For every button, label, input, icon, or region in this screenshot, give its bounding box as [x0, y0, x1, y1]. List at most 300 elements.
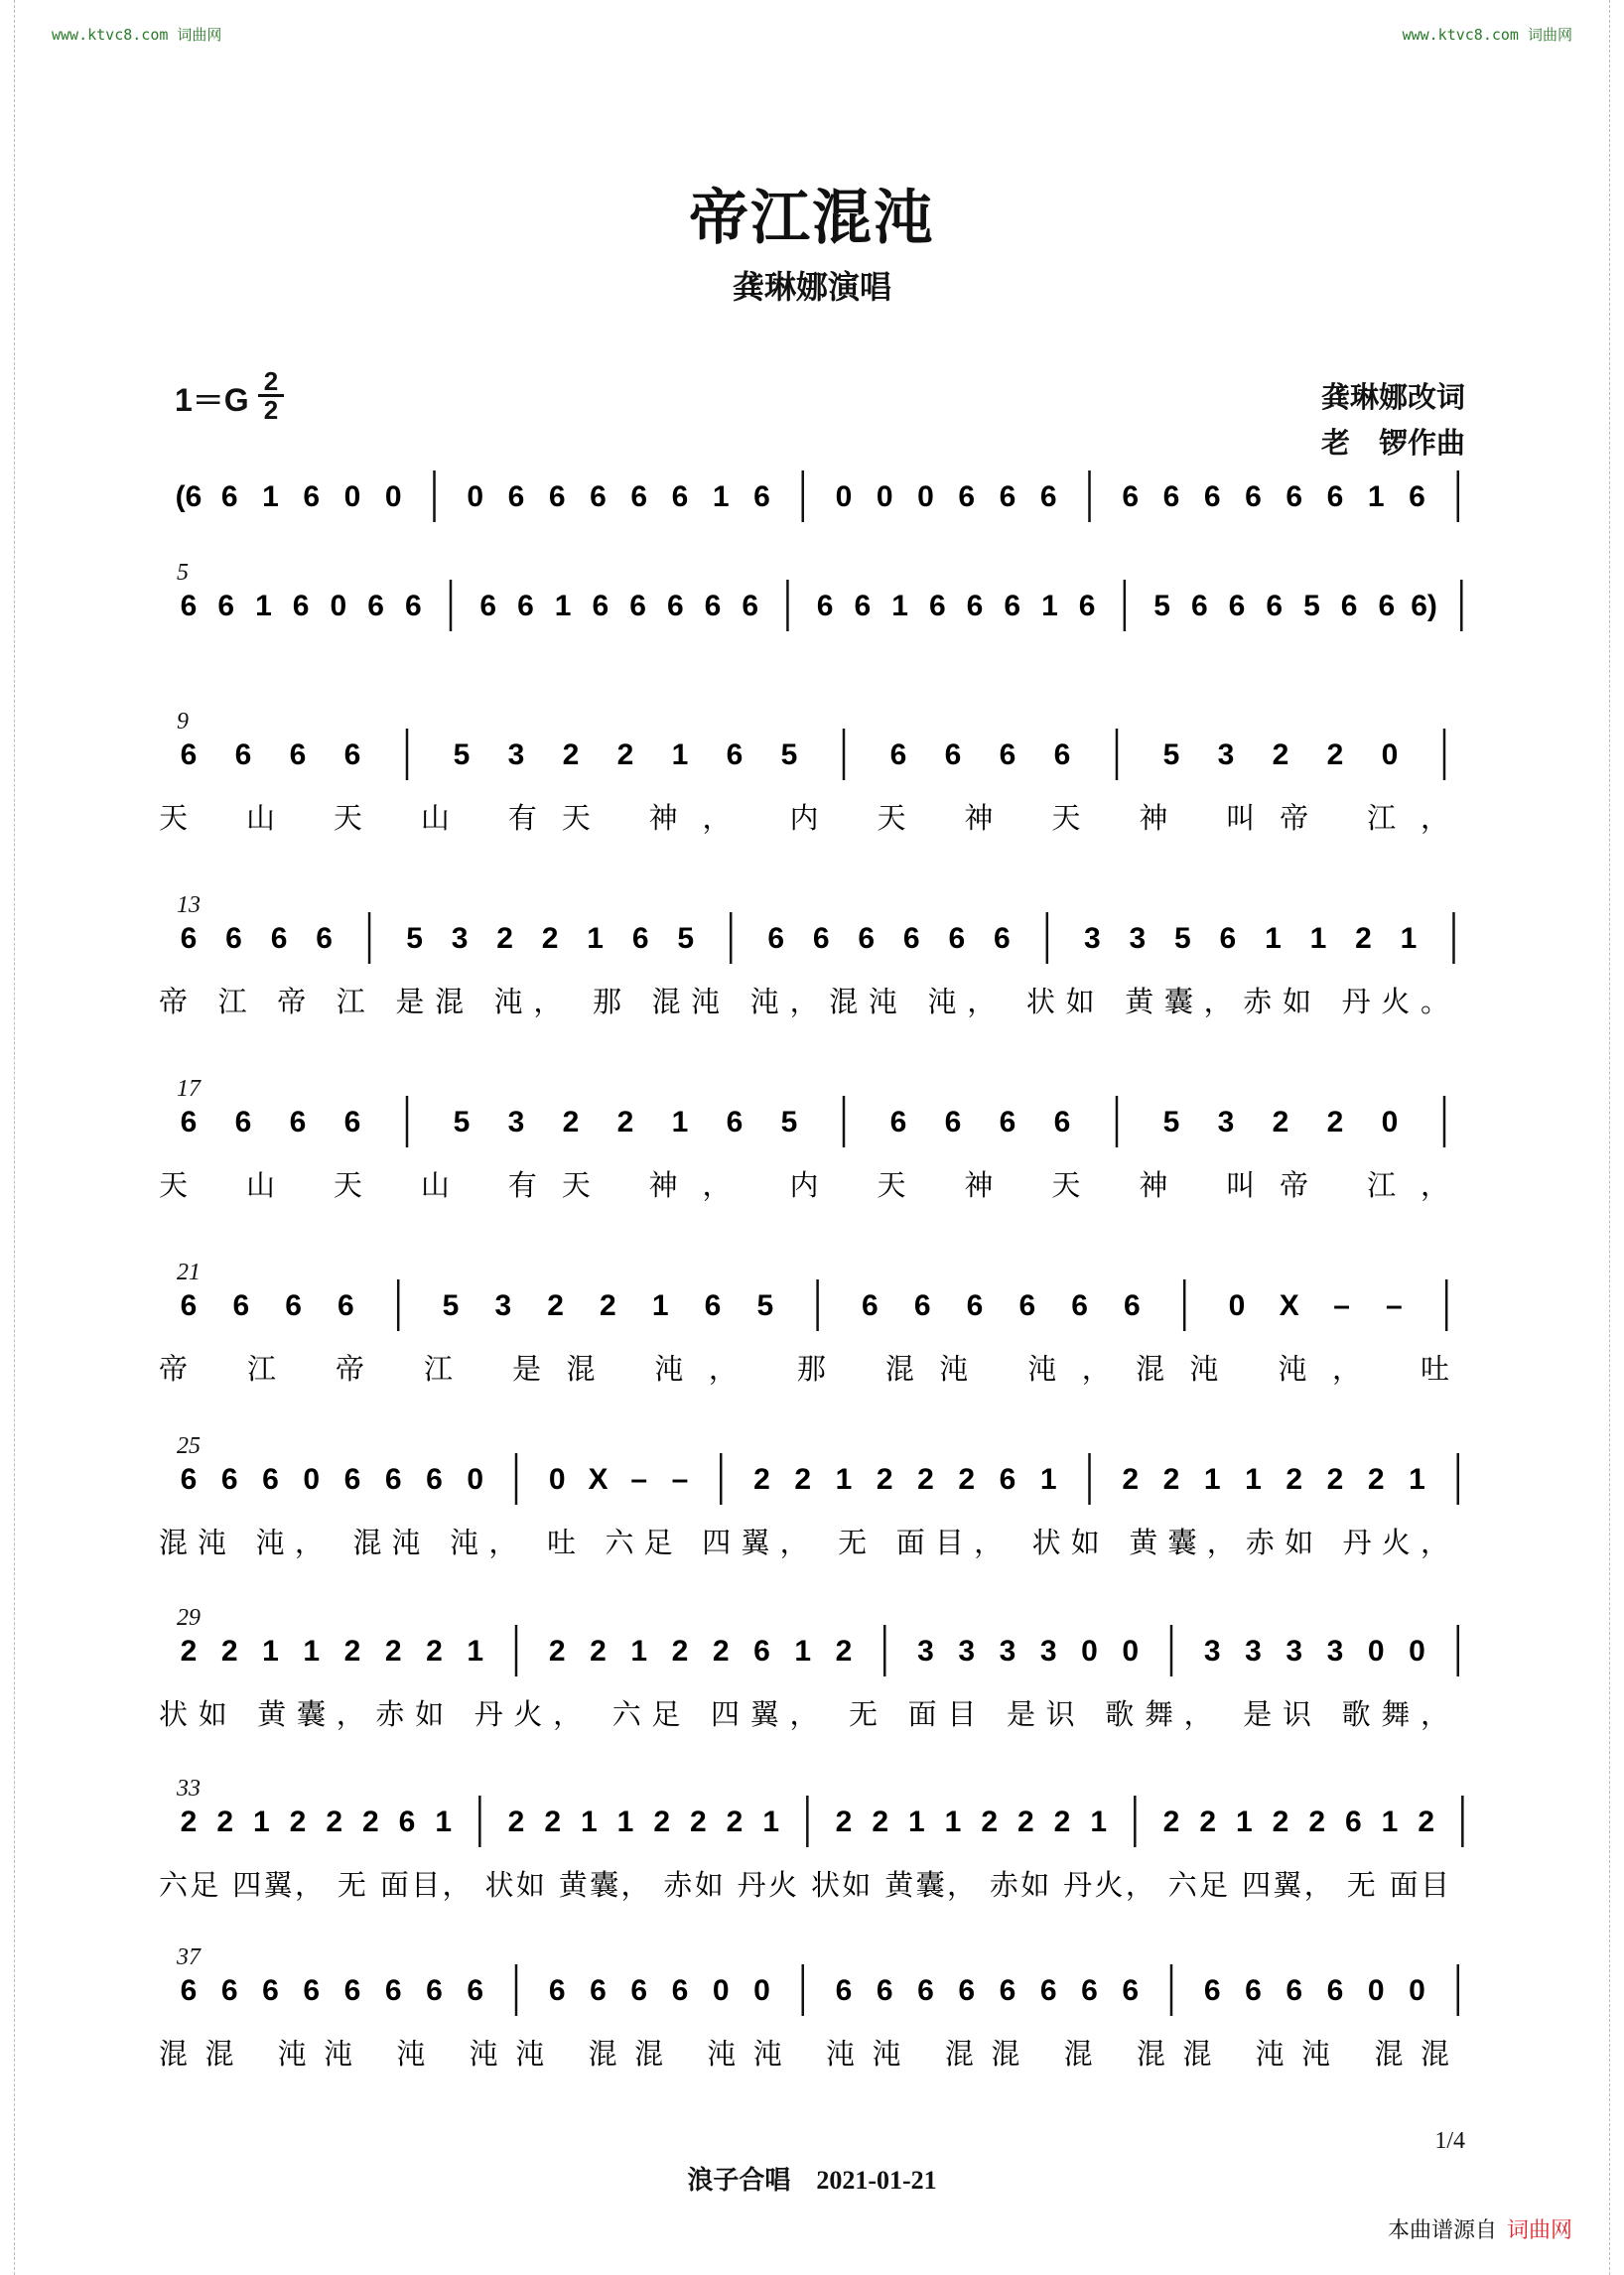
note: 6: [343, 1106, 361, 1138]
note: 1: [262, 480, 279, 513]
note: 1: [1235, 1806, 1253, 1838]
source-site-link[interactable]: 词曲网: [1506, 2218, 1572, 2243]
note: 6: [1409, 480, 1425, 513]
score-subtitle: 龚琳娜演唱: [732, 268, 891, 306]
note: 1: [1381, 1806, 1399, 1838]
note: 1: [671, 1106, 689, 1138]
note: 2: [1367, 1463, 1385, 1496]
note: 6: [1078, 590, 1096, 622]
note: 2: [835, 1635, 853, 1668]
note: 1: [1245, 1463, 1262, 1496]
note: 6: [862, 1289, 879, 1322]
note: 6: [303, 1974, 321, 2007]
lyrics-line: 六足 四翼， 无 面目， 状如 黄囊， 赤如 丹火 状如 黄囊， 赤如 丹火， 六足 四翼， 无 面目: [159, 1868, 1449, 1902]
note: 1: [587, 922, 604, 955]
note: 6: [999, 1106, 1016, 1138]
note: 6: [966, 1289, 984, 1322]
note: 6: [1286, 1974, 1303, 2007]
note: 0: [1409, 1635, 1425, 1668]
note: 6: [1081, 1974, 1098, 2007]
key-signature: 1＝G: [175, 382, 249, 418]
note: 6: [1018, 1289, 1036, 1322]
note: 2: [1355, 922, 1372, 955]
note: 6: [384, 1463, 402, 1496]
note: 2: [753, 1463, 770, 1496]
note: 6: [1326, 480, 1344, 513]
note: 3: [1039, 1635, 1057, 1668]
lyrics-line: 天 山 天 山 有天 神， 内 天 神 天 神 叫帝 江，: [159, 801, 1449, 835]
note: 1: [762, 1806, 780, 1838]
note: 3: [999, 1635, 1016, 1668]
note: –: [630, 1463, 648, 1496]
note: 2: [1199, 1806, 1217, 1838]
note: 6: [928, 590, 946, 622]
measure-number: 37: [177, 1944, 201, 1970]
note: 0: [467, 1463, 484, 1496]
composer-credit: 老 锣作曲: [1320, 426, 1465, 460]
note: 2: [384, 1635, 402, 1668]
note: 1: [1367, 480, 1385, 513]
note: 6: [592, 590, 609, 622]
note: 2: [616, 738, 634, 771]
note: 6: [270, 922, 288, 955]
note: 1: [554, 590, 572, 622]
note: 3: [507, 1106, 525, 1138]
note: 6: [220, 1463, 238, 1496]
note: 2: [689, 1806, 707, 1838]
measure-number: 17: [177, 1076, 201, 1102]
note: 1: [262, 1635, 279, 1668]
note: 0: [548, 1463, 566, 1496]
notation-system: [149, 1960, 1479, 2089]
note: 2: [917, 1463, 934, 1496]
note: 2: [541, 922, 559, 955]
note: 3: [1129, 922, 1147, 955]
note: 0: [1409, 1974, 1425, 2007]
note: 6: [220, 1974, 238, 2007]
measure-number: 5: [177, 560, 189, 586]
right-margin-watermark: [1609, 0, 1624, 2275]
note: 2: [548, 1635, 566, 1668]
note: 0: [835, 480, 853, 513]
note: 0: [1367, 1635, 1385, 1668]
lyrics-line: 混沌 沌， 混沌 沌， 吐 六足 四翼， 无 面目， 状如 黄囊，赤如 丹火，: [159, 1526, 1449, 1559]
note: 5: [453, 1106, 471, 1138]
note: 6: [629, 590, 646, 622]
note: 2: [876, 1463, 893, 1496]
note: 1: [630, 1635, 648, 1668]
note: 2: [1272, 738, 1289, 771]
notation-system: [149, 725, 1479, 854]
measure-number: 25: [177, 1433, 201, 1459]
note: 2: [180, 1635, 198, 1668]
note: 6: [285, 1289, 302, 1322]
note: 1: [580, 1806, 598, 1838]
note: 5: [442, 1289, 460, 1322]
notation-system: [149, 576, 1479, 705]
note: 6: [1340, 590, 1358, 622]
notation-system: [149, 1792, 1479, 1921]
note: 2: [1272, 1806, 1289, 1838]
note: 1: [835, 1463, 853, 1496]
note: 6: [548, 1974, 566, 2007]
note: 1: [907, 1806, 925, 1838]
note: 0: [1081, 1635, 1098, 1668]
note: 1: [1041, 590, 1058, 622]
note: 2: [671, 1635, 689, 1668]
note: 5: [1174, 922, 1191, 955]
note: 5: [1303, 590, 1320, 622]
note: 6: [1344, 1806, 1362, 1838]
notation-system: [149, 1092, 1479, 1221]
note: 2: [1162, 1463, 1180, 1496]
note: 6: [1219, 922, 1237, 955]
measure-number: 33: [177, 1776, 201, 1802]
note: 6: [966, 590, 984, 622]
note: 2: [426, 1635, 443, 1668]
note: 2: [1272, 1106, 1289, 1138]
note: 2: [616, 1106, 634, 1138]
note: 3: [451, 922, 469, 955]
note: 6: [816, 590, 834, 622]
note: 6: [958, 1974, 976, 2007]
note: 6: [590, 480, 607, 513]
note: 6: [234, 738, 252, 771]
notation-system: [149, 1275, 1479, 1405]
note: 1: [712, 480, 730, 513]
note: 6: [1039, 480, 1057, 513]
measure-number: 13: [177, 892, 201, 918]
note: 2: [1308, 1806, 1326, 1838]
note: 0: [384, 480, 402, 513]
note: 6: [948, 922, 966, 955]
note: 5: [453, 738, 471, 771]
note: 2: [1122, 1463, 1140, 1496]
note: 0: [1122, 1635, 1140, 1668]
note: 6: [999, 1463, 1016, 1496]
note: 6: [217, 590, 235, 622]
page-number: 1/4: [1434, 2128, 1465, 2154]
note: 6: [1286, 480, 1303, 513]
note: 6: [343, 1974, 361, 2007]
note: 0: [467, 480, 484, 513]
note: 0: [1228, 1289, 1246, 1322]
note: 2: [343, 1635, 361, 1668]
note: 6: [426, 1974, 443, 2007]
note: 2: [1326, 738, 1344, 771]
note: 2: [544, 1806, 562, 1838]
note: 5: [756, 1289, 774, 1322]
note: 6: [338, 1289, 354, 1322]
note: 5: [677, 922, 695, 955]
note: 2: [653, 1806, 671, 1838]
note: 0: [1381, 738, 1399, 771]
note: 6: [1245, 480, 1262, 513]
note: 2: [1326, 1463, 1344, 1496]
note: –: [1333, 1289, 1350, 1322]
note: 6: [1203, 480, 1221, 513]
note: 6: [704, 1289, 722, 1322]
note: 2: [872, 1806, 889, 1838]
note: 1: [1309, 922, 1327, 955]
note: 0: [303, 1463, 321, 1496]
note: 3: [494, 1289, 512, 1322]
note: 2: [1053, 1806, 1071, 1838]
note: 3: [1326, 1635, 1344, 1668]
note: 6: [180, 590, 198, 622]
note: 3: [1245, 1635, 1262, 1668]
note: 6: [742, 590, 759, 622]
note: 6: [993, 922, 1011, 955]
note: 6: [1203, 1974, 1221, 2007]
note: 6: [889, 738, 907, 771]
note: 0: [1381, 1106, 1399, 1138]
lyricist-credit: 龚琳娜改词: [1320, 380, 1465, 414]
note: 6: [262, 1463, 279, 1496]
notation-system: [149, 1449, 1479, 1578]
note: 2: [1286, 1463, 1303, 1496]
note: 6: [316, 922, 333, 955]
note: 6: [180, 1106, 198, 1138]
note: 6: [479, 590, 497, 622]
notation-system: [149, 908, 1479, 1037]
note: (6: [175, 480, 203, 513]
note: 0: [753, 1974, 770, 2007]
note: 6: [1122, 1974, 1140, 2007]
note: 0: [876, 480, 893, 513]
note: X: [1279, 1289, 1299, 1322]
note: 6: [726, 1106, 744, 1138]
note: 6: [1053, 738, 1071, 771]
note: 6: [630, 480, 648, 513]
note: 6: [289, 738, 307, 771]
note: 6: [426, 1463, 443, 1496]
note: 2: [289, 1806, 307, 1838]
note: 2: [1162, 1806, 1180, 1838]
note: 6: [671, 1974, 689, 2007]
note: –: [1386, 1289, 1403, 1322]
note: 2: [1326, 1106, 1344, 1138]
note: 6: [999, 738, 1016, 771]
note: 5: [1162, 1106, 1180, 1138]
note: 1: [467, 1635, 484, 1668]
note: 1: [794, 1635, 812, 1668]
note: 6: [1004, 590, 1021, 622]
note: 6: [671, 480, 689, 513]
note: 2: [835, 1806, 853, 1838]
note: 1: [1203, 1463, 1221, 1496]
note: 6: [1228, 590, 1246, 622]
note: 6: [1378, 590, 1396, 622]
note: 2: [547, 1289, 564, 1322]
note: 1: [944, 1806, 962, 1838]
note: 2: [326, 1806, 343, 1838]
note: 6: [180, 1289, 198, 1322]
note: 6: [854, 590, 872, 622]
measure-number: 21: [177, 1260, 201, 1285]
note: 6: [384, 1974, 402, 2007]
note: 2: [562, 1106, 580, 1138]
note: 0: [917, 480, 934, 513]
note: 3: [917, 1635, 934, 1668]
note: 6: [999, 480, 1016, 513]
note: 0: [712, 1974, 730, 2007]
measure-number: 29: [177, 1605, 201, 1631]
site-header-left: www.ktvc8.com 词曲网: [52, 26, 222, 44]
note: 1: [616, 1806, 634, 1838]
note: –: [671, 1463, 689, 1496]
note: 6: [234, 1106, 252, 1138]
note: 6: [704, 590, 722, 622]
note: 6: [726, 738, 744, 771]
note: 1: [1039, 1463, 1057, 1496]
note: 2: [562, 738, 580, 771]
note: 6: [767, 922, 785, 955]
note: 6: [889, 1106, 907, 1138]
notation-system: [149, 1621, 1479, 1750]
note: 3: [507, 738, 525, 771]
note: 6: [944, 738, 962, 771]
note: 2: [507, 1806, 525, 1838]
note: 6: [1053, 1106, 1071, 1138]
note: 6: [958, 480, 976, 513]
note: 6: [630, 1974, 648, 2007]
note: 5: [780, 1106, 798, 1138]
note: 6: [1190, 590, 1208, 622]
note: 5: [780, 738, 798, 771]
note: 6: [1245, 1974, 1262, 2007]
lyrics-line: 天 山 天 山 有天 神， 内 天 神 天 神 叫帝 江，: [159, 1168, 1449, 1202]
note: 6: [753, 1635, 770, 1668]
lyrics-line: 状如 黄囊，赤如 丹火， 六足 四翼， 无 面目 是识 歌舞， 是识 歌舞，: [159, 1697, 1450, 1731]
time-signature-top: 2: [263, 366, 279, 396]
note: 6: [343, 738, 361, 771]
note: 6: [590, 1974, 607, 2007]
note: X: [588, 1463, 609, 1496]
note: 2: [361, 1806, 379, 1838]
score-title: 帝江混沌: [689, 184, 935, 253]
note: 1: [255, 590, 272, 622]
note: 6: [292, 590, 310, 622]
time-signature-bottom: 2: [263, 395, 279, 425]
note: 2: [180, 1806, 198, 1838]
note: 2: [496, 922, 513, 955]
note: 6: [220, 480, 238, 513]
note: 2: [220, 1635, 238, 1668]
note: 0: [330, 590, 347, 622]
note: 6: [180, 1974, 198, 2007]
note: 1: [435, 1806, 453, 1838]
note: 6: [812, 922, 830, 955]
note: 3: [958, 1635, 976, 1668]
note: 3: [1286, 1635, 1303, 1668]
note: 6: [507, 480, 525, 513]
note: 6: [404, 590, 422, 622]
note: 3: [1217, 738, 1235, 771]
note: 2: [216, 1806, 234, 1838]
note: 6: [180, 922, 198, 955]
note: 6: [1124, 1289, 1141, 1322]
note: 2: [712, 1635, 730, 1668]
note: 6: [631, 922, 649, 955]
note: 6: [1266, 590, 1284, 622]
note: 2: [726, 1806, 744, 1838]
note: 6: [303, 480, 321, 513]
note: 6: [858, 922, 876, 955]
note: 6: [944, 1106, 962, 1138]
note: 6: [753, 480, 770, 513]
note: 6: [398, 1806, 416, 1838]
note: 1: [1090, 1806, 1108, 1838]
note: 1: [1265, 922, 1282, 955]
note: 2: [958, 1463, 976, 1496]
lyrics-line: 混混 沌沌 沌 沌沌 混混 沌沌 沌沌 混混 混 混混 沌沌 混混: [159, 2037, 1449, 2071]
note: 0: [343, 480, 361, 513]
note: 6: [367, 590, 384, 622]
note: 6: [917, 1974, 934, 2007]
note: 6: [876, 1974, 893, 2007]
note: 1: [252, 1806, 270, 1838]
note: 2: [981, 1806, 999, 1838]
footer-credit: 浪子合唱 2021-01-21: [687, 2166, 937, 2195]
note: 6: [999, 1974, 1016, 2007]
note: 2: [600, 1289, 616, 1322]
note: 6: [1122, 480, 1140, 513]
note: 6: [1162, 480, 1180, 513]
note: 6: [835, 1974, 853, 2007]
note: 1: [1409, 1463, 1425, 1496]
note: 6: [225, 922, 242, 955]
note: 6: [666, 590, 684, 622]
note: 2: [590, 1635, 607, 1668]
note: 1: [1400, 922, 1418, 955]
source-label: 本曲谱源自: [1387, 2218, 1497, 2243]
note: 6: [180, 738, 198, 771]
note: 6: [1039, 1974, 1057, 2007]
note: 6: [1326, 1974, 1344, 2007]
note: 6): [1411, 590, 1437, 622]
note: 2: [1016, 1806, 1034, 1838]
left-margin-watermark: [0, 0, 15, 2275]
note: 6: [289, 1106, 307, 1138]
note: 6: [548, 480, 566, 513]
note: 1: [303, 1635, 321, 1668]
note: 6: [343, 1463, 361, 1496]
note: 6: [262, 1974, 279, 2007]
note: 1: [671, 738, 689, 771]
note: 3: [1084, 922, 1101, 955]
measure-number: 9: [177, 709, 189, 735]
note: 5: [1153, 590, 1170, 622]
note: 6: [232, 1289, 250, 1322]
note: 1: [651, 1289, 669, 1322]
note: 3: [1203, 1635, 1221, 1668]
note: 6: [467, 1974, 484, 2007]
source-credit: [1388, 2213, 1572, 2244]
time-signature: [258, 366, 284, 425]
site-header-right: www.ktvc8.com 词曲网: [1402, 26, 1572, 44]
note: 6: [913, 1289, 931, 1322]
note: 2: [794, 1463, 812, 1496]
note: 6: [180, 1463, 198, 1496]
note: 5: [406, 922, 423, 955]
note: 6: [517, 590, 534, 622]
lyrics-line: 帝 江 帝 江 是混 沌， 那 混沌 沌，混沌 沌， 吐: [159, 1352, 1450, 1386]
note: 0: [1367, 1974, 1385, 2007]
note: 2: [1418, 1806, 1435, 1838]
note: 5: [1162, 738, 1180, 771]
note: 3: [1217, 1106, 1235, 1138]
